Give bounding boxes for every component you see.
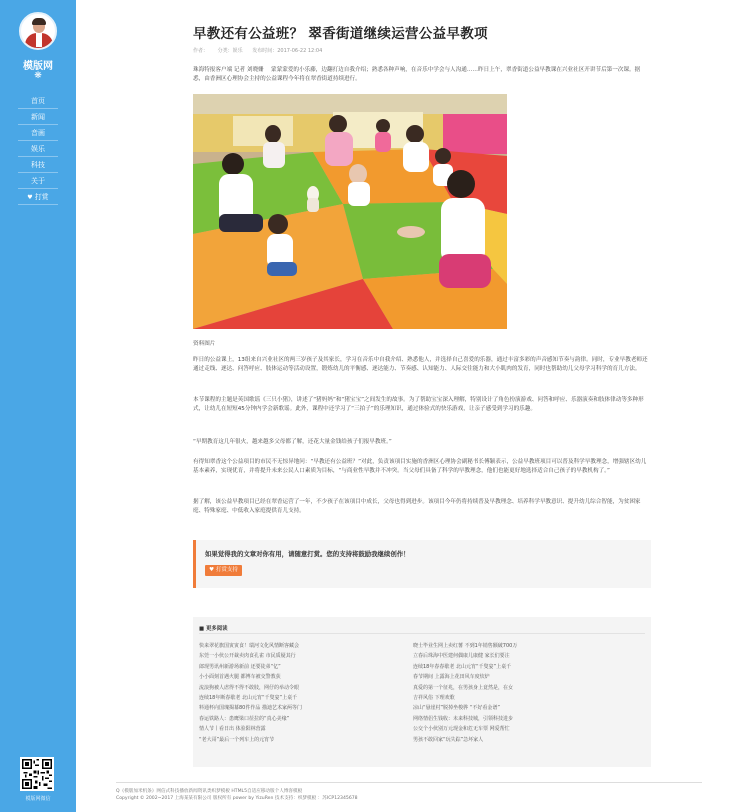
list-item[interactable]: 网络情侣生钱收：未来科技城，引领科技进步 xyxy=(413,715,514,722)
article-photo xyxy=(193,94,507,329)
list-item[interactable]: 料通杯向国瑰揭幕80件作品 描迪艺术家两等门 xyxy=(199,705,302,712)
nav-item-entertainment[interactable]: 娱乐 xyxy=(18,141,58,157)
more-reading xyxy=(193,617,651,767)
list-item[interactable]: 男孩不敢回家“玩失踪”急坏家人 xyxy=(413,736,484,743)
nav-item-donate[interactable]: ♥ 打赏 xyxy=(18,189,58,205)
more-reading-list-left xyxy=(199,641,302,745)
book-icon: ■ xyxy=(199,626,205,632)
article-paragraph: “早期教育这几年很火，越来越多父母都了解，还花大量金钱给孩子们报早教班。” xyxy=(193,439,392,445)
list-item[interactable]: 情人节丨看日出 体验阳林营露 xyxy=(199,726,266,733)
meta-date: 发布时间：2017-06-22 12:04 xyxy=(252,48,323,54)
list-item[interactable]: 东莞一小伙公开裁卖肉食孔雀 市民质疑其行 xyxy=(199,653,296,660)
list-item[interactable]: 春节期间 上露海上花田风车度炊炉 xyxy=(413,674,490,681)
photo-caption: 资料图片 xyxy=(193,341,216,347)
list-item[interactable]: 快来翠花旗国寅寅食！瑞河文化风情断客藏会 xyxy=(199,643,300,649)
nav-item-about[interactable]: 关于 xyxy=(18,173,58,189)
avatar[interactable] xyxy=(19,12,57,50)
article-title: 早教还有公益班？ 翠香街道继续运营公益早教项 xyxy=(193,26,488,42)
list-item[interactable]: 立春后珠海中医建何偶康儿康健 家长们要注 xyxy=(413,653,510,660)
list-item[interactable]: 凉山“悬崖村”脱掉坐梭骅 “不好看金谱” xyxy=(413,705,500,712)
article-paragraph: 有得知翠香这个公益项目的市民不无惊异地问：“早教还有公益班？”对此，负责该项目实施的香洲区心理协会副秘书长傅颖表示，公益早教班项目可以普及科学早教理念，增强辖区幼儿基本素养，实现优育，并将提升未来公民人口素质为目标，“与商业性早教并不冲突。当父母们具备了科学的早教理念，他们也能更好地选择适合自己孩子的早教机构了。” xyxy=(193,459,647,475)
divider xyxy=(199,633,645,634)
list-item[interactable]: 流浪狗被人虐得不得不敢肢，网仔的举动令眼 xyxy=(199,684,300,691)
meta-author: 作者： xyxy=(193,48,209,54)
sidebar-nav xyxy=(18,93,58,205)
list-item[interactable]: 连续18年断春歇老 北山元宵“千叟宴”上桌千 xyxy=(199,694,298,701)
more-reading-title: ■ 更多阅读 xyxy=(199,626,228,632)
wechat-qr-code xyxy=(20,757,54,791)
donate-text: 如果觉得我的文章对你有用，请随意打赏。您的支持将鼓励我继续创作！ xyxy=(205,550,410,558)
paw-icon: ❋ xyxy=(34,71,42,81)
site-name[interactable]: 模版网 xyxy=(23,61,53,72)
nav-item-tech[interactable]: 科技 xyxy=(18,157,58,173)
footer-copyright: Copyright © 2002~2017 上海某某有限公司 版权所有 power by YizuRen 技术支持：织梦模板 ：苏ICP12345678 xyxy=(116,796,358,801)
qr-label: 模版网微信 xyxy=(25,796,51,802)
list-item[interactable]: 晓士毕业生网上卖红薯 不到1年销售额破700万 xyxy=(413,643,518,649)
list-item[interactable]: 小小面刻首遇火腿 都博车被交警教获 xyxy=(199,674,281,681)
list-item[interactable]: 真爱的第一个征兆，在男孩身上竟然是，在女 xyxy=(413,684,514,691)
list-item[interactable]: 郎现男讯州新游场新前 还要徒弟“亿” xyxy=(199,663,281,670)
heart-icon: ♥ xyxy=(27,194,33,201)
nav-item-music[interactable]: 音画 xyxy=(18,125,58,141)
list-item[interactable]: 吉祥风俗 下理欢歌 xyxy=(413,694,455,701)
meta-category[interactable]: 分类：娱乐 xyxy=(217,48,243,54)
nav-item-news[interactable]: 新闻 xyxy=(18,109,58,125)
footer-line: Q《模版加米机条》网信式科技播放新闻资讯类织梦模板 HTML5自适应移动版个人博客模板 xyxy=(116,789,303,794)
article-paragraph: 昨日的公益课上，13组来自兴业社区的两三岁孩子及其家长，学习在音乐中自我介绍、熟悉他人，并选择自己喜爱的乐器，通过丰富多彩的声音感知节奏与韵律。同时，专业早教老师还通过走线、逐达、问答呼应、肢体运动等活动设置，锻炼幼儿的平衡感、逐达能力、节奏感、认知能力、人际交往能力和大小肌肉的发育，同时也帮助幼儿父母学习科学的育儿方法。 xyxy=(193,357,648,373)
donate-button[interactable]: ♥ 打赏支持 xyxy=(205,565,242,576)
donate-box xyxy=(193,540,651,588)
article-paragraph: 本节课程的主题是英国歌谣《三只小猪》，讲述了“猪妈妈”和“猪宝宝”之间发生的故事。为了帮助宝宝深入理解，特别设计了角色扮演游戏、问答和呼应、乐器演奏和肢体律动等多种形式，让幼儿在短短45分钟内学会新歌谣。此外，课程中还学习了“三拍子”的乐理知识，通过体验式的快乐游戏，让亲子感受到学习的乐趣。 xyxy=(193,397,644,413)
article-meta xyxy=(193,47,330,54)
heart-icon: ♥ xyxy=(209,567,215,573)
nav-item-home[interactable]: 首页 xyxy=(18,93,58,109)
list-item[interactable]: 连续18年春春歇老 北山元宵“千叟宴”上桌千 xyxy=(413,663,512,670)
footer xyxy=(116,782,702,802)
list-item[interactable]: “老大哥”最后一个列车上的元宵节 xyxy=(199,736,275,743)
more-reading-list-right xyxy=(413,641,517,745)
list-item[interactable]: 春运铁路人：患鹰梁口莅拉的“真心美缘” xyxy=(199,715,290,722)
article-lead: 珠海特报客户端 记者 刘晓姗 蒙蒙蒙爱的小乐藤，边翻打边自我介绍；熟悉各种声响，在音乐中学会与人沟通……昨日上午，翠香街道公益早教课在兴业社区开讲节后第一次课。据悉，由香洲区心理协会主持的公益课程今年将在翠香街道持续进行。 xyxy=(193,67,641,82)
article-paragraph: 据了解，该公益早教项目已经在翠香运营了一年，不少孩子在该项目中成长，父母也得到进步。该项目今年仍将持续普及早教理念、培养科学早教意识、提升幼儿综合智能，为贫困家庭、特殊家庭、中低收入家庭提供育儿支持。 xyxy=(193,499,641,515)
sidebar xyxy=(0,0,76,812)
list-item[interactable]: 公交个小伙别万元现金和危无车票 网爱帮忙 xyxy=(413,726,510,733)
